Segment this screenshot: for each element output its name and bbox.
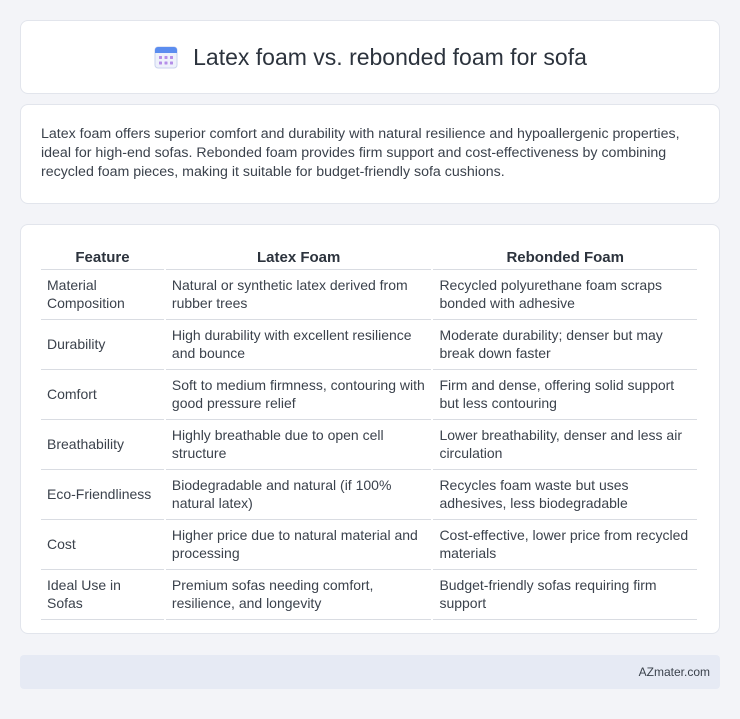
title-card [20, 20, 720, 94]
footer-brand[interactable]: AZmater.com [638, 665, 710, 679]
comparison-table [41, 245, 699, 620]
cell-feature: Comfort [41, 369, 165, 419]
cell-latex: High durability with excellent resilience and bounce [165, 319, 433, 369]
table-row [41, 569, 698, 619]
cell-rebonded: Cost-effective, lower price from recycled materials [432, 519, 698, 569]
table-row [41, 469, 698, 519]
table-row [41, 369, 698, 419]
calendar-icon [153, 44, 179, 70]
header-feature: Feature [41, 245, 165, 269]
header-rebonded-foam: Rebonded Foam [432, 245, 698, 269]
table-row [41, 419, 698, 469]
cell-feature: Ideal Use in Sofas [41, 569, 165, 619]
table-header-row [41, 245, 698, 269]
cell-rebonded: Recycled polyurethane foam scraps bonded with adhesive [432, 269, 698, 319]
cell-latex: Highly breathable due to open cell structure [165, 419, 433, 469]
cell-rebonded: Lower breathability, denser and less air circulation [432, 419, 698, 469]
summary-text: Latex foam offers superior comfort and durability with natural resilience and hypoallergenic properties, ideal for high-end sofas. Rebonded foam provides firm support and cost-effectiveness by combining recycled foam pieces, making it suitable for budget-friendly sofa cushions. [41, 126, 680, 180]
cell-latex: Premium sofas needing comfort, resilience, and longevity [165, 569, 433, 619]
cell-latex: Higher price due to natural material and processing [165, 519, 433, 569]
cell-rebonded: Moderate durability; denser but may break down faster [432, 319, 698, 369]
header-latex-foam: Latex Foam [165, 245, 433, 269]
cell-rebonded: Firm and dense, offering solid support but less contouring [432, 369, 698, 419]
cell-feature: Breathability [41, 419, 165, 469]
cell-feature: Material Composition [41, 269, 165, 319]
cell-latex: Natural or synthetic latex derived from rubber trees [165, 269, 433, 319]
title-row [153, 44, 587, 71]
table-card [20, 224, 720, 634]
table-row [41, 269, 698, 319]
table-row [41, 519, 698, 569]
page-title: Latex foam vs. rebonded foam for sofa [193, 43, 587, 70]
footer-bar [20, 655, 720, 689]
cell-rebonded: Budget-friendly sofas requiring firm support [432, 569, 698, 619]
summary-card [20, 104, 720, 204]
cell-feature: Eco-Friendliness [41, 469, 165, 519]
cell-feature: Durability [41, 319, 165, 369]
table-row [41, 319, 698, 369]
cell-rebonded: Recycles foam waste but uses adhesives, less biodegradable [432, 469, 698, 519]
cell-latex: Soft to medium firmness, contouring with good pressure relief [165, 369, 433, 419]
cell-latex: Biodegradable and natural (if 100% natural latex) [165, 469, 433, 519]
cell-feature: Cost [41, 519, 165, 569]
